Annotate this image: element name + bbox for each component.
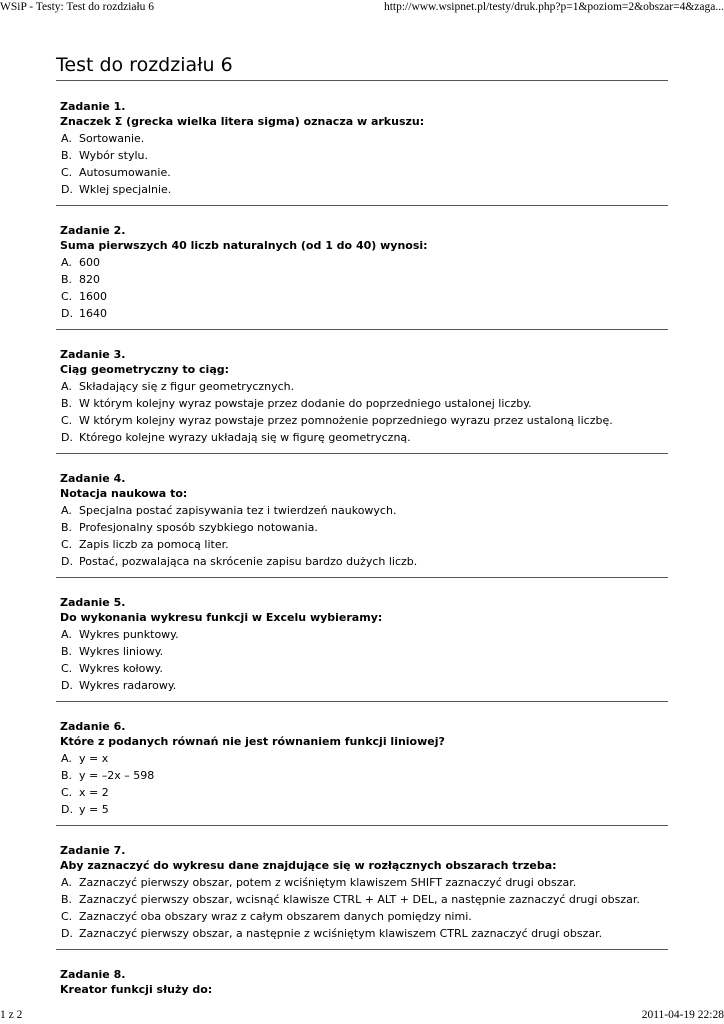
answer-text: Zaznaczyć pierwszy obszar, potem z wciśniętym klawiszem SHIFT zaznaczyć drugi obszar. bbox=[79, 876, 577, 889]
answer-text: W którym kolejny wyraz powstaje przez pomnożenie poprzedniego wyrazu przez ustaloną liczbę. bbox=[79, 414, 613, 427]
task-question: Ciąg geometryczny to ciąg: bbox=[60, 363, 230, 376]
answer-option bbox=[60, 412, 668, 429]
answer-text: Zaznaczyć pierwszy obszar, a następnie z wciśniętym klawiszem CTRL zaznaczyć drugi obszar. bbox=[79, 927, 603, 940]
task-block bbox=[56, 595, 668, 702]
task-block bbox=[56, 843, 668, 950]
answer-letter: A. bbox=[61, 132, 72, 145]
answer-text: Wybór stylu. bbox=[79, 149, 149, 162]
task-number: Zadanie 5. bbox=[60, 596, 126, 609]
print-header-url: http://www.wsipnet.pl/testy/druk.php?p=1&poziom=2&obszar=4&zaga... bbox=[383, 1, 724, 13]
task-block bbox=[56, 99, 668, 206]
answer-option bbox=[60, 750, 668, 767]
task-question: Które z podanych równań nie jest równaniem funkcji liniowej? bbox=[60, 735, 445, 748]
task-number: Zadanie 6. bbox=[60, 720, 126, 733]
answer-letter: D. bbox=[61, 183, 73, 196]
answer-text: Sortowanie. bbox=[79, 132, 145, 145]
answer-letter: A. bbox=[61, 876, 72, 889]
answer-letter: D. bbox=[61, 307, 73, 320]
task-question: Kreator funkcji służy do: bbox=[60, 983, 213, 996]
answer-option bbox=[60, 395, 668, 412]
task-block bbox=[56, 719, 668, 826]
answer-letter: C. bbox=[61, 786, 73, 799]
task-block bbox=[56, 223, 668, 330]
answer-text: Postać, pozwalająca na skrócenie zapisu bardzo dużych liczb. bbox=[79, 555, 418, 568]
answer-text: Autosumowanie. bbox=[79, 166, 171, 179]
answer-letter: B. bbox=[61, 397, 73, 410]
answer-text: Profesjonalny sposób szybkiego notowania. bbox=[79, 521, 318, 534]
task-question: Aby zaznaczyć do wykresu dane znajdujące się w rozłącznych obszarach trzeba: bbox=[60, 859, 557, 872]
print-footer-page: 1 z 2 bbox=[0, 1009, 23, 1021]
answer-list bbox=[60, 874, 668, 949]
task-question: Do wykonania wykresu funkcji w Excelu wybieramy: bbox=[60, 611, 383, 624]
answer-text: y = x bbox=[79, 752, 109, 765]
task-number: Zadanie 3. bbox=[60, 348, 126, 361]
answer-text: 820 bbox=[79, 273, 100, 286]
answer-option bbox=[60, 288, 668, 305]
answer-list bbox=[60, 750, 668, 825]
print-footer-datetime: 2011-04-19 22:28 bbox=[641, 1009, 724, 1021]
task-block bbox=[56, 347, 668, 454]
answer-option bbox=[60, 378, 668, 395]
answer-text: Wklej specjalnie. bbox=[79, 183, 172, 196]
answer-letter: A. bbox=[61, 752, 72, 765]
answer-letter: C. bbox=[61, 166, 73, 179]
answer-text: W którym kolejny wyraz powstaje przez dodanie do poprzedniego ustalonej liczby. bbox=[79, 397, 532, 410]
task-number: Zadanie 8. bbox=[60, 968, 126, 981]
answer-option bbox=[60, 553, 668, 570]
answer-option bbox=[60, 147, 668, 164]
answer-letter: A. bbox=[61, 628, 72, 641]
answer-text: y = 5 bbox=[79, 803, 109, 816]
task-number: Zadanie 2. bbox=[60, 224, 126, 237]
answer-option bbox=[60, 874, 668, 891]
answer-letter: B. bbox=[61, 769, 73, 782]
answer-list bbox=[60, 502, 668, 577]
answer-text: Wykres radarowy. bbox=[79, 679, 177, 692]
answer-option bbox=[60, 908, 668, 925]
task-number: Zadanie 1. bbox=[60, 100, 126, 113]
answer-letter: B. bbox=[61, 893, 73, 906]
answer-list bbox=[60, 254, 668, 329]
answer-option bbox=[60, 130, 668, 147]
answer-text: 1600 bbox=[79, 290, 107, 303]
answer-option bbox=[60, 305, 668, 322]
task-block bbox=[56, 471, 668, 578]
answer-text: Wykres liniowy. bbox=[79, 645, 164, 658]
answer-letter: B. bbox=[61, 521, 73, 534]
answer-option bbox=[60, 784, 668, 801]
answer-option bbox=[60, 429, 668, 446]
page-title: Test do rozdziału 6 bbox=[56, 52, 668, 81]
task-question: Notacja naukowa to: bbox=[60, 487, 188, 500]
print-header bbox=[0, 0, 724, 16]
answer-option bbox=[60, 677, 668, 694]
answer-letter: B. bbox=[61, 273, 73, 286]
task-question: Znaczek Σ (grecka wielka litera sigma) oznacza w arkuszu: bbox=[60, 115, 425, 128]
answer-text: Zaznaczyć pierwszy obszar, wcisnąć klawisze CTRL + ALT + DEL, a następnie zaznaczyć drugi obszar. bbox=[79, 893, 640, 906]
answer-letter: B. bbox=[61, 645, 73, 658]
answer-text: 600 bbox=[79, 256, 100, 269]
answer-text: Zapis liczb za pomocą liter. bbox=[79, 538, 229, 551]
answer-text: x = 2 bbox=[79, 786, 109, 799]
answer-option bbox=[60, 164, 668, 181]
answer-list bbox=[60, 378, 668, 453]
task-block bbox=[56, 967, 668, 997]
task-number: Zadanie 4. bbox=[60, 472, 126, 485]
answer-list bbox=[60, 626, 668, 701]
answer-option bbox=[60, 660, 668, 677]
answer-option bbox=[60, 767, 668, 784]
task-list bbox=[56, 99, 668, 997]
answer-letter: C. bbox=[61, 414, 73, 427]
print-header-title: WSiP - Testy: Test do rozdziału 6 bbox=[0, 1, 155, 13]
task-question: Suma pierwszych 40 liczb naturalnych (od 1 do 40) wynosi: bbox=[60, 239, 428, 252]
answer-letter: D. bbox=[61, 803, 73, 816]
answer-option bbox=[60, 925, 668, 942]
answer-text: Specjalna postać zapisywania tez i twierdzeń naukowych. bbox=[79, 504, 397, 517]
answer-text: Wykres kołowy. bbox=[79, 662, 163, 675]
answer-letter: C. bbox=[61, 538, 73, 551]
answer-option bbox=[60, 643, 668, 660]
answer-text: 1640 bbox=[79, 307, 107, 320]
answer-option bbox=[60, 519, 668, 536]
answer-option bbox=[60, 536, 668, 553]
answer-text: Którego kolejne wyrazy układają się w figurę geometryczną. bbox=[79, 431, 411, 444]
answer-text: Składający się z figur geometrycznych. bbox=[79, 380, 295, 393]
answer-letter: D. bbox=[61, 679, 73, 692]
answer-option bbox=[60, 181, 668, 198]
answer-option bbox=[60, 801, 668, 818]
answer-letter: D. bbox=[61, 431, 73, 444]
answer-letter: C. bbox=[61, 910, 73, 923]
answer-letter: B. bbox=[61, 149, 73, 162]
document-content bbox=[56, 52, 668, 1014]
answer-option bbox=[60, 891, 668, 908]
answer-letter: D. bbox=[61, 927, 73, 940]
answer-letter: C. bbox=[61, 290, 73, 303]
print-footer bbox=[0, 1008, 724, 1024]
task-number: Zadanie 7. bbox=[60, 844, 126, 857]
answer-letter: C. bbox=[61, 662, 73, 675]
answer-option bbox=[60, 626, 668, 643]
answer-letter: A. bbox=[61, 380, 72, 393]
answer-option bbox=[60, 271, 668, 288]
answer-text: Wykres punktowy. bbox=[79, 628, 179, 641]
answer-list bbox=[60, 130, 668, 205]
answer-option bbox=[60, 254, 668, 271]
answer-option bbox=[60, 502, 668, 519]
answer-letter: D. bbox=[61, 555, 73, 568]
answer-text: y = –2x – 598 bbox=[79, 769, 155, 782]
answer-letter: A. bbox=[61, 256, 72, 269]
answer-text: Zaznaczyć oba obszary wraz z całym obszarem danych pomiędzy nimi. bbox=[79, 910, 472, 923]
answer-letter: A. bbox=[61, 504, 72, 517]
